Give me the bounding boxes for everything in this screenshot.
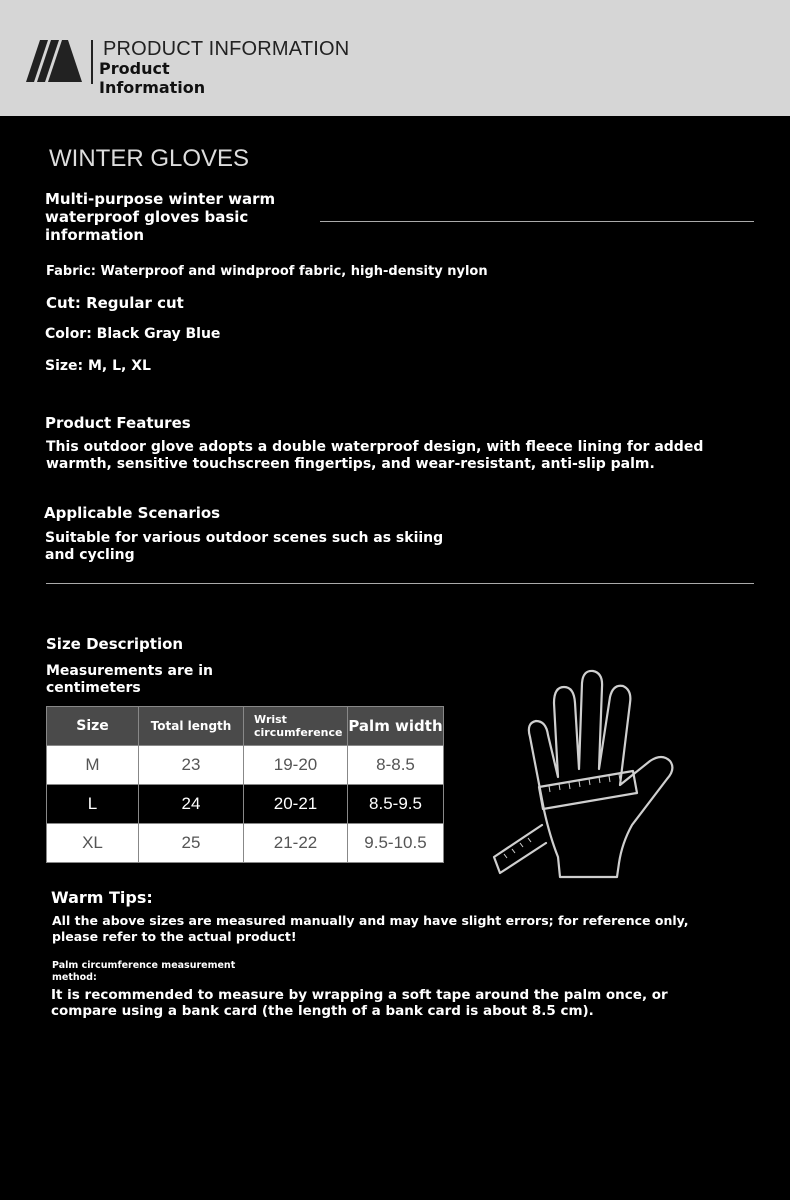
table-cell: 19-20 [244, 746, 348, 785]
mountain-stripes-logo [26, 40, 82, 82]
table-row [47, 824, 444, 863]
product-intro: Multi-purpose winter warm waterproof gloves basic information [45, 190, 276, 244]
header-subtitle: Product Information [99, 59, 206, 97]
features-text: This outdoor glove adopts a double waterproof design, with fleece lining for added warmth, sensitive touchscreen fingertips, and wear-resistant, anti-slip palm. [46, 439, 704, 472]
column-header: Wrist circumference [244, 707, 348, 746]
table-header-row [47, 707, 444, 746]
table-row [47, 785, 444, 824]
table-cell: 25 [139, 824, 244, 863]
size-description-heading: Size Description [46, 635, 184, 653]
table-cell: 9.5-10.5 [348, 824, 444, 863]
table-cell: 8-8.5 [348, 746, 444, 785]
table-cell: L [47, 785, 139, 824]
fabric-spec: Fabric: Waterproof and windproof fabric, high-density nylon [46, 264, 488, 279]
table-cell: 20-21 [244, 785, 348, 824]
divider-line [320, 221, 754, 222]
table-cell: 21-22 [244, 824, 348, 863]
header-divider [91, 40, 93, 84]
cut-spec: Cut: Regular cut [46, 294, 184, 312]
column-header: Size [47, 707, 139, 746]
size-table [46, 706, 444, 863]
product-title: WINTER GLOVES [49, 145, 250, 172]
table-cell: M [47, 746, 139, 785]
scenarios-text: Suitable for various outdoor scenes such as skiing and cycling [45, 530, 444, 563]
color-spec: Color: Black Gray Blue [45, 326, 221, 342]
header-banner [0, 0, 790, 116]
size-spec: Size: M, L, XL [45, 358, 151, 374]
divider-line [46, 583, 754, 584]
header-title: PRODUCT INFORMATION [103, 38, 350, 60]
table-cell: 24 [139, 785, 244, 824]
measurement-method-text: It is recommended to measure by wrapping a soft tape around the palm once, or compare using a bank card (the length of a bank card is about 8.5 cm). [51, 987, 668, 1019]
measurement-note: Measurements are in centimeters [46, 663, 214, 696]
features-heading: Product Features [45, 414, 191, 432]
column-header: Palm width [348, 707, 444, 746]
table-row [47, 746, 444, 785]
measurement-method-heading: Palm circumference measurement method: [52, 960, 236, 983]
table-cell: XL [47, 824, 139, 863]
hand-measuring-tape-icon [484, 665, 689, 880]
warm-tips-text: All the above sizes are measured manually and may have slight errors; for reference only, please refer to the actual product! [52, 913, 689, 944]
column-header: Total length [139, 707, 244, 746]
table-cell: 8.5-9.5 [348, 785, 444, 824]
table-cell: 23 [139, 746, 244, 785]
warm-tips-heading: Warm Tips: [51, 888, 153, 907]
scenarios-heading: Applicable Scenarios [44, 504, 221, 522]
